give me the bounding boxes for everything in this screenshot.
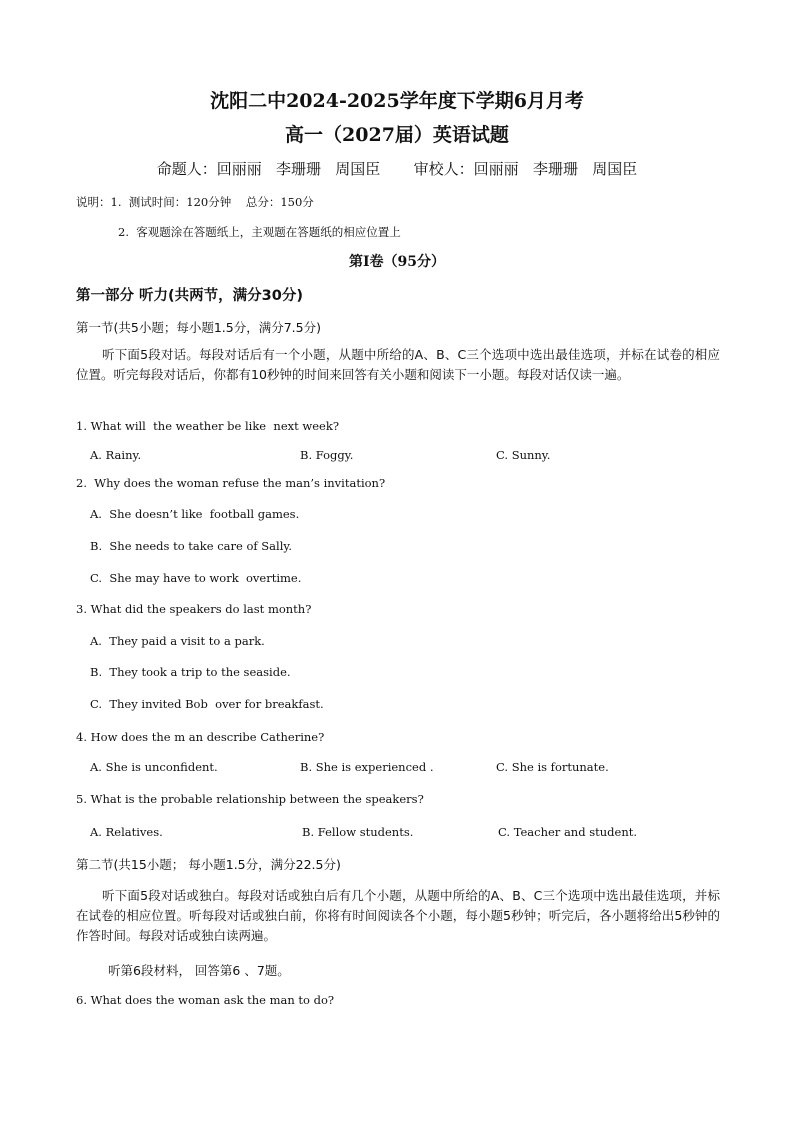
exam-authors: 命题人：回丽丽 李珊珊 周国臣 审校人：回丽丽 李珊珊 周国臣 — [156, 160, 638, 178]
question-6-stem: 6. What does the woman ask the man to do? — [76, 993, 335, 1007]
section2-instructions: 听下面5段对话或独白。每段对话或独白后有几个小题，从题中所给的A、B、C三个选项中选出最佳选项，并标在试卷的相应位置。听每段对话或独白前，你将有时间阅读各个小题，每小题5秒钟；听完后，各小题将给出5秒钟的作答时间。每段对话或独白读两遍。 — [76, 888, 720, 943]
question-3-option-b: B. They took a trip to the seaside. — [90, 665, 291, 679]
material-note: 听第6段材料， 回答第6 、7题。 — [108, 963, 290, 978]
note-line-2: 2. 客观题涂在答题纸上，主观题在答题纸的相应位置上 — [118, 225, 401, 239]
question-4-option-b: B. She is experienced . — [300, 760, 434, 774]
question-5-option-c: C. Teacher and student. — [498, 825, 638, 839]
question-3-stem: 3. What did the speakers do last month? — [76, 602, 312, 616]
question-2-stem: 2. Why does the woman refuse the man’s invitation? — [76, 476, 386, 490]
exam-subtitle: 高一（2027届）英语试题 — [285, 124, 509, 146]
question-3-option-c: C. They invited Bob over for breakfast. — [90, 697, 324, 711]
question-1-option-a: A. Rainy. — [90, 448, 142, 462]
question-3-option-a: A. They paid a visit to a park. — [90, 634, 265, 648]
section1-instructions: 听下面5段对话。每段对话后有一个小题，从题中所给的A、B、C三个选项中选出最佳选项，并标在试卷的相应位置。听完每段对话后，你都有10秒钟的时间来回答有关小题和阅读下一小题。每段对话仅读一遍。 — [76, 347, 720, 382]
note-line-1: 说明：1. 测试时间：120分钟 总分：150分 — [76, 195, 314, 209]
question-4-option-c: C. She is fortunate. — [496, 760, 609, 774]
part1-heading: 第一部分 听力(共两节，满分30分) — [76, 288, 303, 304]
question-1-option-c: C. Sunny. — [496, 448, 551, 462]
question-4-stem: 4. How does the m an describe Catherine? — [76, 730, 325, 744]
question-1-stem: 1. What will the weather be like next week? — [76, 419, 339, 433]
question-1-option-b: B. Foggy. — [300, 448, 354, 462]
section1-heading: 第一节(共5小题；每小题1.5分，满分7.5分) — [76, 320, 321, 335]
section2-heading: 第二节(共15小题； 每小题1.5分，满分22.5分) — [76, 857, 341, 872]
question-2-option-a: A. She doesn’t like football games. — [90, 507, 300, 521]
exam-title: 沈阳二中2024-2025学年度下学期6月月考 — [210, 90, 584, 112]
question-5-option-b: B. Fellow students. — [302, 825, 414, 839]
volume-heading: 第Ⅰ卷（95分） — [348, 254, 446, 270]
question-5-option-a: A. Relatives. — [90, 825, 163, 839]
question-4-option-a: A. She is unconfident. — [90, 760, 218, 774]
question-2-option-b: B. She needs to take care of Sally. — [90, 539, 293, 553]
question-2-option-c: C. She may have to work overtime. — [90, 571, 302, 585]
question-5-stem: 5. What is the probable relationship between the speakers? — [76, 792, 424, 806]
